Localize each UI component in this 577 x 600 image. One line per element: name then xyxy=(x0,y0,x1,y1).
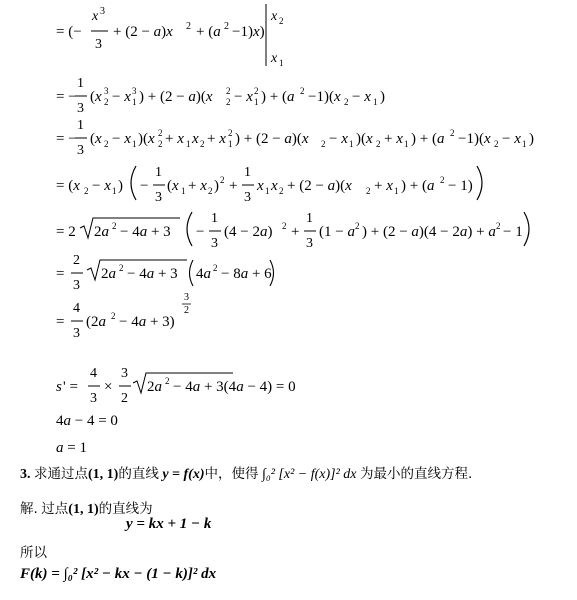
svg-text:2: 2 xyxy=(494,139,499,149)
svg-text:= −: = − xyxy=(56,131,77,147)
svg-text:1: 1 xyxy=(404,139,409,149)
svg-text:1: 1 xyxy=(254,97,259,107)
svg-text:2: 2 xyxy=(366,186,371,196)
svg-text:(x: (x xyxy=(167,178,179,194)
svg-text:− 4a + 3: − 4a + 3 xyxy=(127,266,178,282)
solution-line-equation xyxy=(126,516,211,533)
svg-text:2: 2 xyxy=(300,86,305,96)
svg-text:= −: = − xyxy=(56,89,77,105)
svg-text:x: x xyxy=(192,131,199,147)
solution-F-definition xyxy=(20,566,216,583)
svg-text:2: 2 xyxy=(450,128,455,138)
eq-line-1 xyxy=(56,4,284,68)
svg-text:2: 2 xyxy=(158,139,163,149)
svg-text:3: 3 xyxy=(211,236,218,251)
eq-line-9 xyxy=(56,413,118,429)
svg-text:3: 3 xyxy=(73,278,80,293)
svg-text:3: 3 xyxy=(155,190,162,205)
svg-text:2: 2 xyxy=(254,86,259,96)
svg-text:(x: (x xyxy=(90,131,102,147)
svg-text:− x: − x xyxy=(112,131,131,147)
svg-text:(2a: (2a xyxy=(86,314,106,330)
svg-text:−: − xyxy=(140,178,149,194)
svg-text:) + (2 − a)(4 − 2a) + a: ) + (2 − a)(4 − 2a) + a xyxy=(362,224,496,240)
svg-text:+ x: + x xyxy=(374,178,393,194)
so-label: 所以 xyxy=(20,545,47,561)
svg-text:2: 2 xyxy=(73,253,80,268)
svg-text:1: 1 xyxy=(132,97,137,107)
svg-text:2: 2 xyxy=(220,175,225,185)
solution-intro xyxy=(20,497,153,518)
svg-text:2: 2 xyxy=(226,97,231,107)
svg-text:− x: − x xyxy=(112,89,131,105)
svg-text:1: 1 xyxy=(77,76,84,91)
svg-text:2: 2 xyxy=(228,128,233,138)
svg-text:' =: ' = xyxy=(63,379,78,395)
svg-text:2: 2 xyxy=(224,21,229,32)
svg-text:2: 2 xyxy=(104,139,109,149)
svg-text:x: x xyxy=(257,178,264,194)
svg-text:) + (2 − a)(x: ) + (2 − a)(x xyxy=(235,131,309,147)
svg-text:= 2: = 2 xyxy=(56,224,76,240)
svg-text:3: 3 xyxy=(90,391,97,406)
svg-text:2a: 2a xyxy=(101,266,116,282)
problem-text-2: 的直线 xyxy=(118,466,159,482)
svg-text:− 4a + 3): − 4a + 3) xyxy=(119,314,175,330)
svg-text:): ) xyxy=(529,131,534,147)
svg-text:− x: − x xyxy=(329,131,348,147)
svg-text:4a: 4a xyxy=(196,266,211,282)
svg-text:(4 − 2a): (4 − 2a) xyxy=(224,224,273,240)
problem-integral: ∫₀² [x² − f(x)]² dx xyxy=(262,467,357,482)
svg-text:1: 1 xyxy=(279,58,284,68)
svg-text:1: 1 xyxy=(132,139,137,149)
svg-text:=: = xyxy=(56,314,65,330)
line-equation: y = kx + 1 − k xyxy=(126,516,212,532)
svg-text:+: + xyxy=(291,224,300,240)
svg-text:+ (2 − a)(x: + (2 − a)(x xyxy=(287,178,352,194)
svg-text:+: + xyxy=(229,178,238,194)
svg-text:4a − 4 = 0: 4a − 4 = 0 xyxy=(56,413,118,429)
solution-label: 解. xyxy=(20,501,38,517)
svg-text:1: 1 xyxy=(181,186,186,196)
svg-text:2: 2 xyxy=(184,305,189,316)
svg-text:3: 3 xyxy=(95,37,102,52)
svg-text:2: 2 xyxy=(279,16,284,26)
problem-function: y = f(x) xyxy=(162,467,205,482)
svg-text:4: 4 xyxy=(73,301,80,316)
svg-text:): ) xyxy=(214,178,219,194)
svg-text:− 1): − 1) xyxy=(448,178,473,194)
svg-text:): ) xyxy=(118,178,123,194)
svg-text:2: 2 xyxy=(376,139,381,149)
svg-text:− 8a + 6: − 8a + 6 xyxy=(221,266,272,282)
eq-line-5 xyxy=(56,211,529,251)
svg-text:=: = xyxy=(56,266,65,282)
svg-text:3: 3 xyxy=(100,6,105,17)
svg-text:−1)x): −1)x) xyxy=(232,24,265,40)
svg-text:2: 2 xyxy=(165,376,170,386)
svg-text:3: 3 xyxy=(121,366,128,381)
eq-line-3 xyxy=(56,118,534,158)
svg-text:1: 1 xyxy=(244,165,251,180)
svg-text:+ x: + x xyxy=(207,131,226,147)
svg-text:+ (2 − a)x: + (2 − a)x xyxy=(113,24,173,40)
svg-text:3: 3 xyxy=(306,236,313,251)
svg-text:1: 1 xyxy=(522,139,527,149)
svg-text:3: 3 xyxy=(244,190,251,205)
svg-text:− x: − x xyxy=(92,178,111,194)
svg-text:1: 1 xyxy=(394,186,399,196)
eq-line-6 xyxy=(56,253,274,293)
F-definition: F(k) = ∫₀² [x² − kx − (1 − k)]² dx xyxy=(20,566,217,582)
svg-text:2: 2 xyxy=(213,263,218,273)
svg-text:x: x xyxy=(271,51,278,66)
svg-text:2: 2 xyxy=(282,221,287,231)
svg-text:3: 3 xyxy=(104,86,109,96)
svg-text:2: 2 xyxy=(158,128,163,138)
svg-text:×: × xyxy=(104,379,113,395)
svg-text:1: 1 xyxy=(228,139,233,149)
svg-text:2: 2 xyxy=(440,175,445,185)
svg-text:4: 4 xyxy=(90,366,97,381)
solution-point: (1, 1) xyxy=(68,502,99,517)
svg-text:1: 1 xyxy=(373,97,378,107)
svg-text:) + (a: ) + (a xyxy=(261,89,295,105)
svg-text:) + (a: ) + (a xyxy=(411,131,445,147)
svg-text:1: 1 xyxy=(112,186,117,196)
eq-line-2 xyxy=(56,76,385,116)
svg-text:+ x: + x xyxy=(165,131,184,147)
svg-text:x: x xyxy=(271,178,278,194)
svg-text:−1)(x: −1)(x xyxy=(458,131,491,147)
svg-text:1: 1 xyxy=(186,139,191,149)
svg-text:2: 2 xyxy=(112,221,117,231)
svg-text:2: 2 xyxy=(84,186,89,196)
svg-text:− x: − x xyxy=(352,89,371,105)
svg-text:− x: − x xyxy=(234,89,253,105)
svg-text:2: 2 xyxy=(321,139,326,149)
svg-text:x: x xyxy=(92,9,99,24)
eq-line-10 xyxy=(56,440,87,456)
svg-text:2a: 2a xyxy=(147,379,162,395)
svg-text:1: 1 xyxy=(349,139,354,149)
svg-text:2: 2 xyxy=(496,221,501,231)
svg-text:(1 − a: (1 − a xyxy=(319,224,355,240)
svg-text:3: 3 xyxy=(77,143,84,158)
problem-number: 3. xyxy=(20,467,31,482)
svg-text:2: 2 xyxy=(279,186,284,196)
solution-text-1: 过点 xyxy=(41,501,69,517)
svg-text:2: 2 xyxy=(186,21,191,32)
svg-text:2: 2 xyxy=(355,221,360,231)
problem-text-4: 为最小的直线方程. xyxy=(360,466,473,482)
svg-text:2: 2 xyxy=(344,97,349,107)
svg-text:3: 3 xyxy=(184,292,189,303)
svg-text:− 1: − 1 xyxy=(503,224,523,240)
svg-text:1: 1 xyxy=(155,165,162,180)
svg-text:) + (a: ) + (a xyxy=(401,178,435,194)
svg-text:− 4a + 3(4a − 4) = 0: − 4a + 3(4a − 4) = 0 xyxy=(173,379,296,395)
svg-text:)(x: )(x xyxy=(356,131,373,147)
svg-text:2: 2 xyxy=(111,311,116,321)
problem-point: (1, 1) xyxy=(88,467,119,482)
svg-text:+ (a: + (a xyxy=(196,24,221,40)
svg-text:2: 2 xyxy=(104,97,109,107)
svg-text:+ x: + x xyxy=(188,178,207,194)
svg-text:+ x: + x xyxy=(384,131,403,147)
eq-line-8 xyxy=(56,366,296,406)
svg-text:a = 1: a = 1 xyxy=(56,440,87,456)
svg-text:= (x: = (x xyxy=(56,178,80,194)
svg-text:3: 3 xyxy=(132,86,137,96)
svg-text:)(x: )(x xyxy=(138,131,155,147)
solution-text-2: 的直线为 xyxy=(98,501,153,517)
svg-text:−: − xyxy=(196,224,205,240)
problem-text-1: 求通过点 xyxy=(34,466,88,482)
problem-3-statement xyxy=(20,462,472,483)
svg-text:1: 1 xyxy=(211,211,218,226)
svg-text:2: 2 xyxy=(200,139,205,149)
solution-so xyxy=(20,541,47,562)
svg-text:2: 2 xyxy=(226,86,231,96)
problem-text-3: 中，使得 xyxy=(204,466,259,482)
svg-text:−1)(x: −1)(x xyxy=(308,89,341,105)
svg-text:3: 3 xyxy=(73,326,80,341)
svg-text:2: 2 xyxy=(208,186,213,196)
svg-text:2: 2 xyxy=(119,263,124,273)
svg-text:= (−: = (− xyxy=(56,24,82,40)
svg-text:− 4a + 3: − 4a + 3 xyxy=(120,224,171,240)
svg-text:s: s xyxy=(56,379,62,395)
svg-text:1: 1 xyxy=(265,186,270,196)
svg-text:1: 1 xyxy=(306,211,313,226)
svg-text:2a: 2a xyxy=(94,224,109,240)
svg-text:3: 3 xyxy=(77,101,84,116)
svg-text:1: 1 xyxy=(77,118,84,133)
svg-text:(x: (x xyxy=(90,89,102,105)
eq-line-7 xyxy=(56,292,191,341)
svg-text:2: 2 xyxy=(121,391,128,406)
svg-text:− x: − x xyxy=(502,131,521,147)
svg-text:) + (2 − a)(x: ) + (2 − a)(x xyxy=(139,89,213,105)
eq-line-4 xyxy=(56,165,482,205)
svg-text:x: x xyxy=(271,9,278,24)
svg-text:): ) xyxy=(380,89,385,105)
